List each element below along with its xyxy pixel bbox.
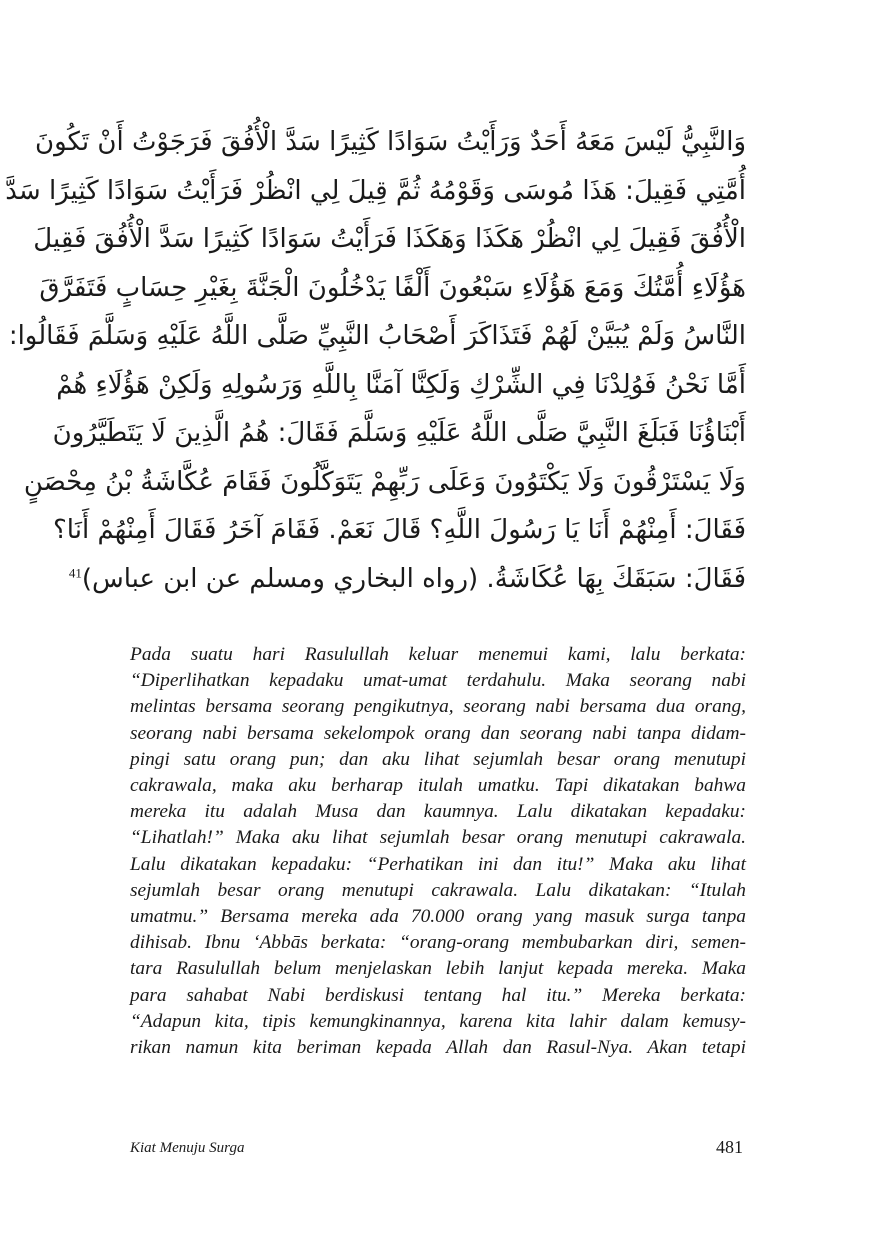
arabic-line: أَمَّا نَحْنُ فَوُلِدْنَا فِي الشِّرْكِ وَلَكِنَّا آمَنَّا بِاللَّهِ وَرَسُولِهِ وَلَكِنْ هَؤُلَاءِ هُمْ — [56, 369, 746, 400]
translation-line: rikan namun kita beriman kepada Allah dan Rasul-Nya. Akan tetapi — [130, 1037, 746, 1059]
arabic-line: فَقَالَ: أَمِنْهُمْ أَنَا يَا رَسُولَ اللَّهِ؟ قَالَ نَعَمْ. فَقَامَ آخَرُ فَقَالَ أَمِنْهُمْ أَنَا؟ — [53, 515, 746, 545]
translation-line: umatmu.” Bersama mereka ada 70.000 orang yang masuk surga tanpa — [130, 906, 746, 928]
arabic-line: أُمَّتِي فَقِيلَ: هَذَا مُوسَى وَقَوْمُهُ ثُمَّ قِيلَ لِي انْظُرْ فَرَأَيْتُ سَوَادًا كَثِيرًا سَدَّ — [5, 175, 746, 206]
translation-line: “Adapun kita, tipis kemungkinannya, karena kita lahir dalam kemusy- — [130, 1010, 746, 1032]
arabic-line: وَلَا يَسْتَرْقُونَ وَلَا يَكْتَوُونَ وَعَلَى رَبِّهِمْ يَتَوَكَّلُونَ فَقَامَ عُكَّاشَةُ بْنُ مِحْصَنٍ — [23, 466, 746, 497]
page-number: 481 — [716, 1137, 743, 1157]
indonesian-translation — [130, 642, 746, 1061]
translation-line: cakrawala, maka aku berharap itulah umatku. Tapi dikatakan bahwa — [130, 775, 746, 797]
translation-line: Pada suatu hari Rasulullah keluar menemui kami, lalu berkata: — [130, 644, 746, 665]
arabic-line: وَالنَّبِيُّ لَيْسَ مَعَهُ أَحَدٌ وَرَأَيْتُ سَوَادًا كَثِيرًا سَدَّ الْأُفُقَ فَرَجَوْتُ أَنْ تَكُونَ — [34, 127, 746, 157]
arabic-line-last — [68, 555, 746, 604]
arabic-line: هَؤُلَاءِ أُمَّتُكَ وَمَعَ هَؤُلَاءِ سَبْعُونَ أَلْفًا يَدْخُلُونَ الْجَنَّةَ بِغَيْرِ حِسَابٍ فَتَفَرَّقَ — [39, 272, 746, 303]
translation-line: melintas bersama seorang pengikutnya, seorang nabi bersama dua orang, — [130, 696, 746, 718]
translation-line: sejumlah besar orang menutupi cakrawala. Lalu dikatakan: “Itulah — [130, 879, 746, 901]
translation-line: mereka itu adalah Musa dan kaumnya. Lalu dikatakan kepadaku: — [130, 801, 746, 823]
translation-line: “Diperlihatkan kepadaku umat-umat terdahulu. Maka seorang nabi — [130, 670, 746, 692]
translation-line: tara Rasulullah belum menjelaskan lebih lanjut kepada mereka. Maka — [130, 958, 746, 980]
translation-line: pingi satu orang pun; dan aku lihat sejumlah besar orang menutupi — [130, 748, 746, 770]
translation-line: dihisab. Ibnu ‘Abbās berkata: “orang-orang membubarkan diri, semen- — [130, 932, 746, 954]
arabic-line: الْأُفُقَ فَقِيلَ لِي انْظُرْ هَكَذَا وَهَكَذَا فَرَأَيْتُ سَوَادًا كَثِيرًا سَدَّ الْأُفُقَ فَقِيلَ — [33, 224, 746, 254]
translation-line: “Lihatlah!” Maka aku lihat sejumlah besar orang menutupi cakrawala. — [130, 827, 746, 849]
running-footer-title: Kiat Menuju Surga — [130, 1140, 245, 1156]
footnote-reference: 41 — [68, 564, 82, 580]
translation-line: seorang nabi bersama sekelompok orang dan seorang nabi tanpa didam- — [130, 722, 746, 744]
translation-line: para sahabat Nabi berdiskusi tentang hal itu.” Mereka berkata: — [130, 984, 746, 1006]
translation-line: Lalu dikatakan kepadaku: “Perhatikan ini dan itu!” Maka aku lihat — [130, 853, 746, 875]
arabic-line: أَبْنَاؤُنَا فَبَلَغَ النَّبِيَّ صَلَّى اللَّهُ عَلَيْهِ وَسَلَّمَ فَقَالَ: هُمُ الَّذِينَ لَا يَتَطَيَّرُونَ — [52, 418, 746, 448]
arabic-line-text: فَقَالَ: سَبَقَكَ بِهَا عُكَاشَةُ. (رواه البخاري ومسلم عن ابن عباس) — [81, 563, 746, 594]
arabic-line: النَّاسُ وَلَمْ يُبَيَّنْ لَهُمْ فَتَذَاكَرَ أَصْحَابُ النَّبِيِّ صَلَّى اللَّهُ عَلَيْهِ وَسَلَّمَ فَقَالُوا: — [8, 321, 746, 351]
arabic-hadith-text — [5, 118, 746, 603]
